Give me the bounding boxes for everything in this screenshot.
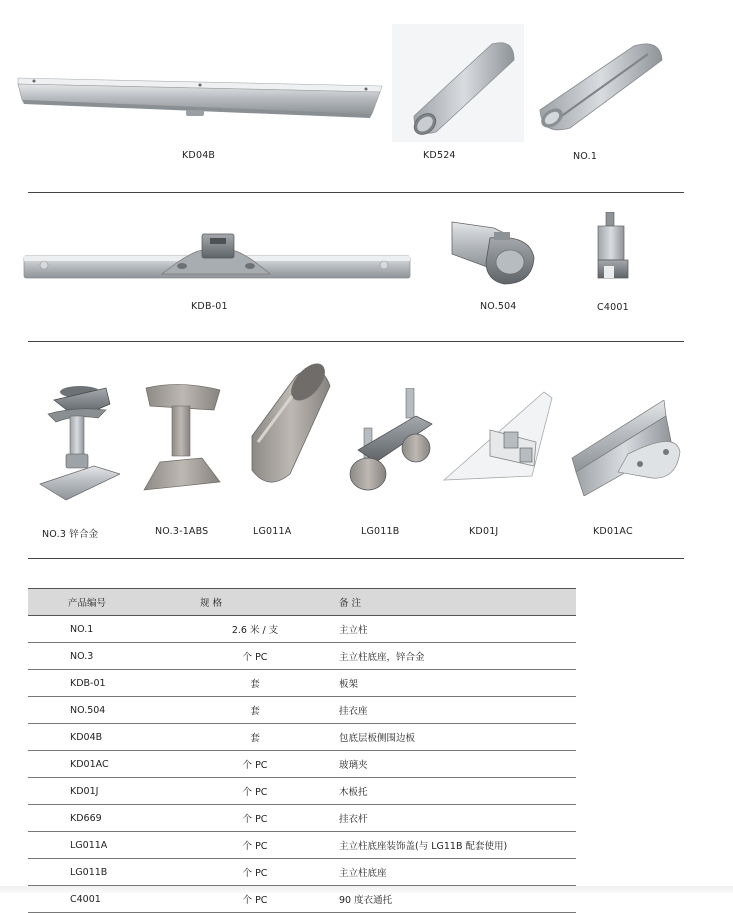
table-row [28,778,576,805]
cell-note: 玻璃夹 [311,751,576,778]
product-image-lg011b [346,388,436,498]
product-caption-lg011a: LG011A [253,526,292,537]
cell-spec: 个 PC [199,859,311,886]
table-row [28,859,576,886]
page-bottom-edge [0,886,733,893]
table-row [28,697,576,724]
cell-code: NO.1 [28,616,199,643]
product-image-no1 [530,36,670,136]
cell-spec: 个 PC [199,778,311,805]
cell-note: 主立柱底座，锌合金 [311,643,576,670]
cell-code: C4001 [28,886,199,913]
cell-code: KD669 [28,805,199,832]
cell-spec: 个 PC [199,751,311,778]
table-row [28,832,576,859]
cell-note: 木板托 [311,778,576,805]
table-row [28,670,576,697]
cell-code: KDB-01 [28,670,199,697]
table-header-row [28,589,576,616]
product-caption-no3-1abs: NO.3-1ABS [155,526,209,537]
column-header-spec: 规 格 [199,589,311,616]
product-image-kd01j [440,390,558,488]
cell-spec: 套 [199,670,311,697]
product-caption-kdb-01: KDB-01 [191,301,228,312]
product-image-no504 [446,214,538,290]
table-row [28,616,576,643]
cell-spec: 个 PC [199,886,311,913]
cell-code: KD04B [28,724,199,751]
product-caption-lg011b: LG011B [361,526,400,537]
product-image-c4001 [592,212,632,282]
product-image-kd01ac [568,400,684,496]
cell-note: 包底层板侧围边板 [311,724,576,751]
cell-spec: 套 [199,724,311,751]
cell-code: KD01AC [28,751,199,778]
section-divider [28,192,684,193]
cell-note: 主立柱底座 [311,859,576,886]
product-caption-c4001: C4001 [597,302,629,313]
section-divider [28,558,684,559]
product-caption-no3-zinc: NO.3 锌合金 [42,529,99,540]
product-caption-no504: NO.504 [480,301,517,312]
column-header-notes: 备 注 [311,589,576,616]
cell-note: 主立柱 [311,616,576,643]
table-row [28,643,576,670]
cell-code: LG011B [28,859,199,886]
cell-code: NO.3 [28,643,199,670]
cell-spec: 个 PC [199,643,311,670]
product-spec-table [28,588,576,913]
product-caption-kd01j: KD01J [469,526,499,537]
product-caption-no1: NO.1 [573,151,598,162]
table-row [28,751,576,778]
product-image-kdb-01 [22,230,414,286]
cell-note: 挂衣杆 [311,805,576,832]
product-image-no3-zinc [36,384,120,504]
table-row [28,724,576,751]
cell-code: KD01J [28,778,199,805]
product-image-kd04b [14,74,386,124]
cell-note: 90 度衣通托 [311,886,576,913]
cell-spec: 2.6 米 / 支 [199,616,311,643]
product-caption-kd01ac: KD01AC [593,526,633,537]
product-caption-kd524: KD524 [423,150,456,161]
cell-note: 板架 [311,670,576,697]
cell-note: 挂衣座 [311,697,576,724]
column-header-product-code: 产品编号 [28,589,199,616]
cell-spec: 个 PC [199,832,311,859]
section-divider [28,341,684,342]
table-row [28,805,576,832]
cell-code: LG011A [28,832,199,859]
product-image-no3-1abs [140,382,224,496]
product-caption-kd04b: KD04B [182,150,216,161]
cell-spec: 套 [199,697,311,724]
cell-note: 主立柱底座装饰盖(与 LG11B 配套使用) [311,832,576,859]
product-image-lg011a [244,362,336,492]
cell-code: NO.504 [28,697,199,724]
cell-spec: 个 PC [199,805,311,832]
product-image-kd524 [392,24,524,142]
